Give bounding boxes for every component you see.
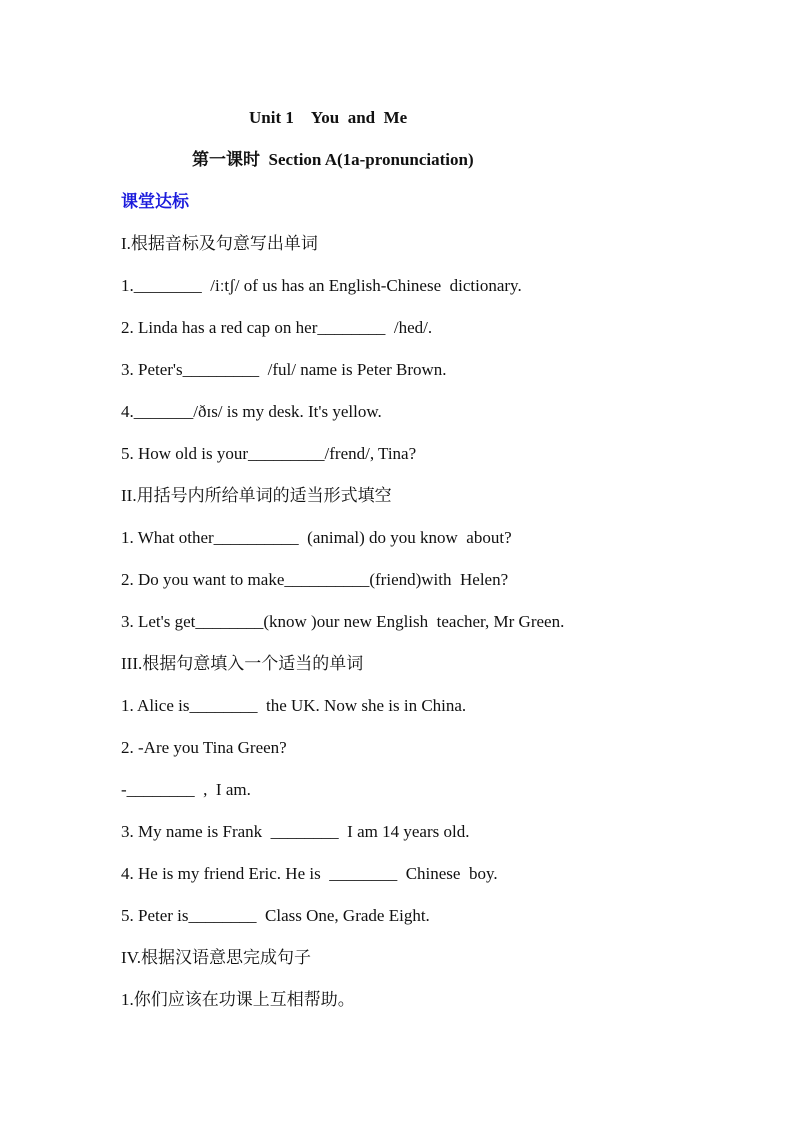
part1-item-3: 3. Peter's_________ /ful/ name is Peter Brown. [121,360,447,379]
part1-item-5: 5. How old is your_________/frend/, Tina? [121,444,417,463]
class-practice-heading: 课堂达标 [121,192,189,211]
part3-item-2-question: 2. -Are you Tina Green? [121,738,287,757]
part2-item-1: 1. What other__________ (animal) do you know about? [121,528,512,547]
part3-item-4: 4. He is my friend Eric. He is ________ Chinese boy. [121,864,498,883]
part3-item-1: 1. Alice is________ the UK. Now she is in China. [121,696,467,715]
unit-title: Unit 1 You and Me [249,108,408,127]
part3-heading: III.根据句意填入一个适当的单词 [121,654,364,673]
part4-item-1: 1.你们应该在功课上互相帮助。 [121,990,355,1009]
part2-item-2: 2. Do you want to make__________(friend)with Helen? [121,570,509,589]
section-title: 第一课时 Section A(1a-pronunciation) [192,150,474,169]
part3-item-5: 5. Peter is________ Class One, Grade Eight. [121,906,430,925]
part3-item-2-answer: -________ , I am. [121,780,251,799]
part1-item-4: 4._______/ðɪs/ is my desk. It's yellow. [121,402,382,421]
part2-item-3: 3. Let's get________(know )our new English teacher, Mr Green. [121,612,565,631]
part1-item-1: 1.________ /iːtʃ/ of us has an English-Chinese dictionary. [121,276,522,295]
part2-heading: II.用括号内所给单词的适当形式填空 [121,486,392,505]
part4-heading: IV.根据汉语意思完成句子 [121,948,311,967]
part3-item-3: 3. My name is Frank ________ I am 14 years old. [121,822,470,841]
part1-item-2: 2. Linda has a red cap on her________ /hed/. [121,318,433,337]
part1-heading: I.根据音标及句意写出单词 [121,234,318,253]
